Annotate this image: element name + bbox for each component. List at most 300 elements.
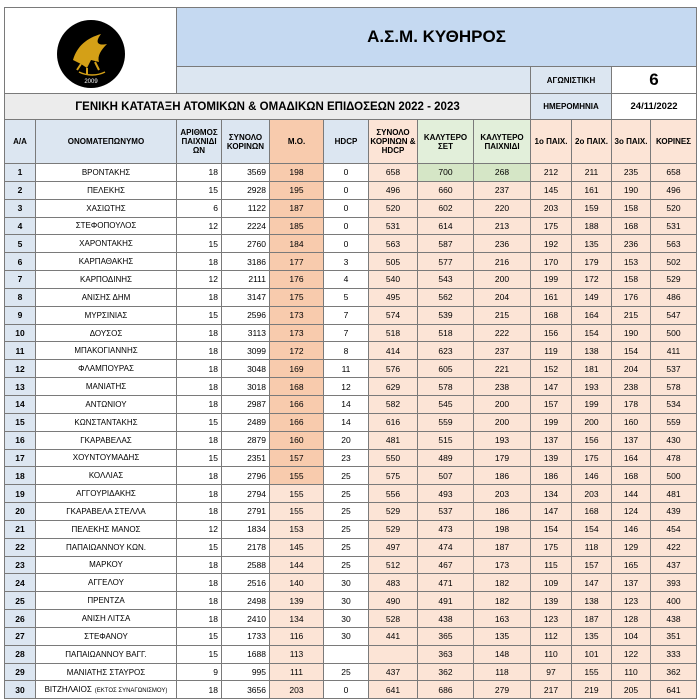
best-set-cell: 660	[418, 181, 474, 199]
handicap-cell: 30	[324, 574, 369, 592]
total-with-hdcp-cell: 629	[369, 378, 418, 396]
griffin-emblem-icon	[57, 20, 125, 88]
player-name-text: ΚΩΝΣΤΑΝΤΑΚΗΣ	[74, 417, 138, 427]
player-name-cell	[36, 610, 177, 628]
agonistiki-label: ΑΓΩΝΙΣΤΙΚΗ	[531, 67, 612, 94]
page-title: ΓΕΝΙΚΗ ΚΑΤΑΤΑΞΗ ΑΤΟΜΙΚΩΝ & ΟΜΑΔΙΚΩΝ ΕΠΙΔΟΣΕΩΝ 2022 - 2023	[5, 94, 531, 120]
game-1-cell: 147	[531, 503, 572, 521]
handicap-cell: 30	[324, 627, 369, 645]
pins-total-cell: 411	[651, 342, 697, 360]
player-name-text: ΓΚΑΡΑΒΕΛΑΣ	[80, 435, 132, 445]
table-row	[5, 467, 697, 485]
average-cell: 198	[270, 164, 324, 182]
total-pins-cell: 2596	[222, 306, 270, 324]
total-pins-cell: 2760	[222, 235, 270, 253]
games-count-cell: 15	[177, 645, 222, 663]
total-with-hdcp-cell: 641	[369, 681, 418, 699]
player-name-text: ΑΝΤΩΝΙΟΥ	[85, 399, 127, 409]
pins-total-cell: 534	[651, 395, 697, 413]
pins-total-cell: 481	[651, 485, 697, 503]
table-row	[5, 413, 697, 431]
average-cell: 145	[270, 538, 324, 556]
game-2-cell: 164	[572, 306, 612, 324]
game-3-cell: 146	[612, 520, 651, 538]
average-cell: 195	[270, 181, 324, 199]
table-row	[5, 253, 697, 271]
handicap-cell: 25	[324, 503, 369, 521]
best-game-cell: 187	[474, 538, 531, 556]
pins-total-cell: 537	[651, 360, 697, 378]
best-set-cell: 686	[418, 681, 474, 699]
player-name-cell	[36, 645, 177, 663]
pins-total-cell: 333	[651, 645, 697, 663]
total-with-hdcp-cell: 505	[369, 253, 418, 271]
row-number-cell: 20	[5, 503, 36, 521]
column-header: Μ.Ο.	[270, 120, 324, 164]
column-header: ΣΥΝΟΛΟ ΚΟΡΙΝΩΝ	[222, 120, 270, 164]
column-header-row	[5, 120, 697, 164]
games-count-cell: 18	[177, 378, 222, 396]
average-cell: 203	[270, 681, 324, 699]
table-row	[5, 342, 697, 360]
row-number-cell: 5	[5, 235, 36, 253]
average-cell: 176	[270, 271, 324, 289]
game-3-cell: 158	[612, 271, 651, 289]
handicap-cell: 4	[324, 271, 369, 289]
handicap-cell	[324, 645, 369, 663]
games-count-cell: 18	[177, 395, 222, 413]
row-number-cell: 22	[5, 538, 36, 556]
best-set-cell: 539	[418, 306, 474, 324]
table-row	[5, 681, 697, 699]
best-game-cell: 173	[474, 556, 531, 574]
game-3-cell: 205	[612, 681, 651, 699]
club-name: Α.Σ.Μ. ΚΥΘΗΡΟΣ	[177, 8, 697, 67]
logo-cell	[5, 8, 177, 94]
pins-total-cell: 422	[651, 538, 697, 556]
game-1-cell: 109	[531, 574, 572, 592]
game-1-cell: 123	[531, 610, 572, 628]
best-set-cell: 507	[418, 467, 474, 485]
agonistiki-value: 6	[612, 67, 697, 94]
table-row	[5, 199, 697, 217]
game-3-cell: 137	[612, 431, 651, 449]
column-header: 1ο ΠΑΙΧ.	[531, 120, 572, 164]
table-row	[5, 235, 697, 253]
best-game-cell: 221	[474, 360, 531, 378]
best-game-cell: 198	[474, 520, 531, 538]
row-number-cell: 24	[5, 574, 36, 592]
best-set-cell: 614	[418, 217, 474, 235]
row-number-cell: 4	[5, 217, 36, 235]
best-set-cell: 578	[418, 378, 474, 396]
games-count-cell: 15	[177, 235, 222, 253]
total-pins-cell: 3099	[222, 342, 270, 360]
pins-total-cell: 529	[651, 271, 697, 289]
table-row	[5, 538, 697, 556]
total-pins-cell: 2178	[222, 538, 270, 556]
game-2-cell: 211	[572, 164, 612, 182]
player-name-cell	[36, 556, 177, 574]
game-2-cell: 138	[572, 342, 612, 360]
best-set-cell: 473	[418, 520, 474, 538]
header-spacer	[177, 67, 531, 94]
handicap-cell: 0	[324, 164, 369, 182]
pins-total-cell: 362	[651, 663, 697, 681]
game-3-cell: 128	[612, 610, 651, 628]
total-pins-cell: 3186	[222, 253, 270, 271]
handicap-cell: 0	[324, 217, 369, 235]
row-number-cell: 23	[5, 556, 36, 574]
game-2-cell: 175	[572, 449, 612, 467]
game-2-cell: 199	[572, 395, 612, 413]
games-count-cell: 18	[177, 360, 222, 378]
row-number-cell: 14	[5, 395, 36, 413]
pins-total-cell: 578	[651, 378, 697, 396]
game-2-cell: 159	[572, 199, 612, 217]
player-name-text: ΔΟΥΣΟΣ	[89, 328, 123, 338]
game-2-cell: 154	[572, 520, 612, 538]
pins-total-cell: 454	[651, 520, 697, 538]
game-2-cell: 179	[572, 253, 612, 271]
games-count-cell: 18	[177, 431, 222, 449]
average-cell: 187	[270, 199, 324, 217]
total-pins-cell: 3048	[222, 360, 270, 378]
table-row	[5, 663, 697, 681]
best-set-cell: 438	[418, 610, 474, 628]
player-name-text: ΦΛΑΜΠΟΥΡΑΣ	[78, 364, 134, 374]
total-with-hdcp-cell: 574	[369, 306, 418, 324]
row-number-cell: 17	[5, 449, 36, 467]
table-row	[5, 217, 697, 235]
player-name-text: ΜΑΝΙΑΤΗΣ ΣΤΑΥΡΟΣ	[66, 667, 146, 677]
total-with-hdcp-cell: 495	[369, 288, 418, 306]
game-1-cell: 154	[531, 520, 572, 538]
best-game-cell: 237	[474, 181, 531, 199]
game-2-cell: 219	[572, 681, 612, 699]
games-count-cell: 18	[177, 503, 222, 521]
row-number-cell: 15	[5, 413, 36, 431]
total-pins-cell: 3569	[222, 164, 270, 182]
game-1-cell: 145	[531, 181, 572, 199]
game-1-cell: 147	[531, 378, 572, 396]
player-name-cell	[36, 503, 177, 521]
game-1-cell: 203	[531, 199, 572, 217]
pins-total-cell: 439	[651, 503, 697, 521]
player-name-text: ΜΑΡΚΟΥ	[89, 560, 123, 570]
total-pins-cell: 2791	[222, 503, 270, 521]
player-name-cell	[36, 413, 177, 431]
standings-table	[4, 7, 697, 699]
game-1-cell: 157	[531, 395, 572, 413]
pins-total-cell: 563	[651, 235, 697, 253]
total-with-hdcp-cell: 563	[369, 235, 418, 253]
pins-total-cell: 438	[651, 610, 697, 628]
row-number-cell: 29	[5, 663, 36, 681]
game-3-cell: 154	[612, 342, 651, 360]
games-count-cell: 9	[177, 663, 222, 681]
average-cell: 185	[270, 217, 324, 235]
best-game-cell: 200	[474, 413, 531, 431]
total-with-hdcp-cell: 518	[369, 324, 418, 342]
row-number-cell: 16	[5, 431, 36, 449]
player-name-cell	[36, 217, 177, 235]
player-name-text: ΠΕΛΕΚΗΣ	[87, 185, 125, 195]
games-count-cell: 12	[177, 271, 222, 289]
total-pins-cell: 2351	[222, 449, 270, 467]
column-header: 3ο ΠΑΙΧ.	[612, 120, 651, 164]
game-1-cell: 110	[531, 645, 572, 663]
table-row	[5, 271, 697, 289]
best-game-cell: 213	[474, 217, 531, 235]
row-number-cell: 19	[5, 485, 36, 503]
pins-total-cell: 496	[651, 181, 697, 199]
row-number-cell: 21	[5, 520, 36, 538]
best-set-cell: 491	[418, 592, 474, 610]
best-game-cell: 215	[474, 306, 531, 324]
pins-total-cell: 502	[651, 253, 697, 271]
total-pins-cell: 2588	[222, 556, 270, 574]
standings-sheet	[4, 7, 696, 699]
player-name-cell	[36, 627, 177, 645]
game-2-cell: 172	[572, 271, 612, 289]
game-3-cell: 238	[612, 378, 651, 396]
average-cell: 134	[270, 610, 324, 628]
row-number-cell: 7	[5, 271, 36, 289]
total-with-hdcp-cell: 556	[369, 485, 418, 503]
average-cell: 177	[270, 253, 324, 271]
table-row	[5, 378, 697, 396]
player-name-text: ΚΑΡΠΑΘΑΚΗΣ	[78, 257, 134, 267]
game-1-cell: 139	[531, 449, 572, 467]
game-2-cell: 161	[572, 181, 612, 199]
average-cell: 173	[270, 324, 324, 342]
column-header: 2ο ΠΑΙΧ.	[572, 120, 612, 164]
column-header: ΣΥΝΟΛΟ ΚΟΡΙΝΩΝ & HDCP	[369, 120, 418, 164]
pins-total-cell: 641	[651, 681, 697, 699]
total-with-hdcp-cell: 540	[369, 271, 418, 289]
total-with-hdcp-cell: 441	[369, 627, 418, 645]
column-header: ΚΑΛΥΤΕΡΟ ΠΑΙΧΝΙΔΙ	[474, 120, 531, 164]
average-cell: 139	[270, 592, 324, 610]
games-count-cell: 18	[177, 164, 222, 182]
player-name-cell	[36, 663, 177, 681]
best-set-cell: 471	[418, 574, 474, 592]
player-name-cell	[36, 395, 177, 413]
player-name-text: ΧΑΡΟΝΤΑΚΗΣ	[79, 239, 133, 249]
handicap-cell: 8	[324, 342, 369, 360]
game-1-cell: 199	[531, 271, 572, 289]
game-3-cell: 164	[612, 449, 651, 467]
table-row	[5, 449, 697, 467]
average-cell: 113	[270, 645, 324, 663]
column-header: ΑΡΙΘΜΟΣ ΠΑΙΧΝΙΔΙ ΩΝ	[177, 120, 222, 164]
game-1-cell: 212	[531, 164, 572, 182]
average-cell: 166	[270, 395, 324, 413]
best-game-cell: 203	[474, 485, 531, 503]
games-count-cell: 18	[177, 592, 222, 610]
row-number-cell: 9	[5, 306, 36, 324]
table-row	[5, 288, 697, 306]
average-cell: 155	[270, 485, 324, 503]
row-number-cell: 3	[5, 199, 36, 217]
game-3-cell: 123	[612, 592, 651, 610]
table-row	[5, 627, 697, 645]
row-number-cell: 25	[5, 592, 36, 610]
player-name-text: ΣΤΕΦΑΝΟΥ	[84, 631, 128, 641]
pins-total-cell: 547	[651, 306, 697, 324]
player-name-cell	[36, 324, 177, 342]
total-with-hdcp-cell: 490	[369, 592, 418, 610]
player-name-cell	[36, 253, 177, 271]
games-count-cell: 18	[177, 324, 222, 342]
player-name-text: ΒΡΟΝΤΑΚΗΣ	[81, 167, 131, 177]
date-value: 24/11/2022	[612, 94, 697, 120]
total-pins-cell: 2987	[222, 395, 270, 413]
column-header: ΟΝΟΜΑΤΕΠΩΝΥΜΟ	[36, 120, 177, 164]
row-number-cell: 30	[5, 681, 36, 699]
row-number-cell: 6	[5, 253, 36, 271]
best-game-cell: 238	[474, 378, 531, 396]
column-header: ΚΑΛΥΤΕΡΟ ΣΕΤ	[418, 120, 474, 164]
pins-total-cell: 486	[651, 288, 697, 306]
row-number-cell: 18	[5, 467, 36, 485]
player-name-text: ΠΑΠΑΙΩΑΝΝΟΥ ΚΩΝ.	[65, 542, 146, 552]
player-name-text: ΑΓΓΕΛΟΥ	[88, 578, 124, 588]
average-cell: 155	[270, 503, 324, 521]
table-row	[5, 556, 697, 574]
best-game-cell: 148	[474, 645, 531, 663]
average-cell: 169	[270, 360, 324, 378]
games-count-cell: 15	[177, 538, 222, 556]
best-set-cell: 474	[418, 538, 474, 556]
player-name-cell	[36, 360, 177, 378]
average-cell: 166	[270, 413, 324, 431]
total-with-hdcp-cell: 528	[369, 610, 418, 628]
best-set-cell: 515	[418, 431, 474, 449]
total-with-hdcp-cell: 496	[369, 181, 418, 199]
player-name-cell	[36, 467, 177, 485]
best-set-cell: 365	[418, 627, 474, 645]
game-2-cell: 135	[572, 235, 612, 253]
player-name-cell	[36, 271, 177, 289]
table-row	[5, 485, 697, 503]
table-row	[5, 520, 697, 538]
game-1-cell: 168	[531, 306, 572, 324]
player-name-text: ΜΑΝΙΑΤΗΣ	[85, 382, 127, 392]
best-set-cell: 559	[418, 413, 474, 431]
pins-total-cell: 520	[651, 199, 697, 217]
handicap-cell: 0	[324, 181, 369, 199]
best-set-cell: 577	[418, 253, 474, 271]
player-name-cell	[36, 449, 177, 467]
best-set-cell: 362	[418, 663, 474, 681]
games-count-cell: 18	[177, 485, 222, 503]
game-3-cell: 165	[612, 556, 651, 574]
total-with-hdcp-cell: 582	[369, 395, 418, 413]
total-pins-cell: 2879	[222, 431, 270, 449]
table-row	[5, 306, 697, 324]
svg-text:2009: 2009	[83, 78, 98, 85]
best-game-cell: 186	[474, 503, 531, 521]
total-pins-cell: 2489	[222, 413, 270, 431]
player-name-cell	[36, 431, 177, 449]
total-pins-cell: 3656	[222, 681, 270, 699]
game-2-cell: 138	[572, 592, 612, 610]
average-cell: 144	[270, 556, 324, 574]
game-3-cell: 190	[612, 181, 651, 199]
game-1-cell: 137	[531, 431, 572, 449]
table-row	[5, 181, 697, 199]
handicap-cell: 12	[324, 378, 369, 396]
games-count-cell: 18	[177, 467, 222, 485]
column-header: ΚΟΡΙΝΕΣ	[651, 120, 697, 164]
handicap-cell: 25	[324, 485, 369, 503]
best-game-cell: 279	[474, 681, 531, 699]
game-1-cell: 175	[531, 217, 572, 235]
game-3-cell: 153	[612, 253, 651, 271]
best-game-cell: 237	[474, 342, 531, 360]
average-cell: 175	[270, 288, 324, 306]
griffin-logo-icon	[57, 20, 125, 88]
best-game-cell: 193	[474, 431, 531, 449]
table-row	[5, 592, 697, 610]
handicap-cell: 25	[324, 467, 369, 485]
total-with-hdcp-cell: 658	[369, 164, 418, 182]
handicap-cell: 0	[324, 199, 369, 217]
player-name-cell	[36, 199, 177, 217]
total-pins-cell: 995	[222, 663, 270, 681]
total-pins-cell: 3113	[222, 324, 270, 342]
total-pins-cell: 1122	[222, 199, 270, 217]
games-count-cell: 15	[177, 627, 222, 645]
player-name-note: (ΕΚΤΟΣ ΣΥΝΑΓΩΝΙΣΜΟΥ)	[94, 688, 168, 695]
best-set-cell: 602	[418, 199, 474, 217]
player-name-cell	[36, 538, 177, 556]
row-number-cell: 1	[5, 164, 36, 182]
average-cell: 153	[270, 520, 324, 538]
player-name-cell	[36, 681, 177, 699]
best-set-cell: 493	[418, 485, 474, 503]
pins-total-cell: 500	[651, 467, 697, 485]
game-1-cell: 192	[531, 235, 572, 253]
pins-total-cell: 559	[651, 413, 697, 431]
player-name-cell	[36, 342, 177, 360]
pins-total-cell: 430	[651, 431, 697, 449]
total-pins-cell: 2111	[222, 271, 270, 289]
average-cell: 160	[270, 431, 324, 449]
average-cell: 173	[270, 306, 324, 324]
player-name-text: ΠΑΠΑΙΩΑΝΝΟΥ ΒΑΓΓ.	[65, 649, 147, 659]
standings-rows	[5, 164, 697, 699]
player-name-cell	[36, 164, 177, 182]
pins-total-cell: 393	[651, 574, 697, 592]
games-count-cell: 18	[177, 681, 222, 699]
game-1-cell: 161	[531, 288, 572, 306]
total-with-hdcp-cell: 529	[369, 520, 418, 538]
best-set-cell: 587	[418, 235, 474, 253]
best-set-cell: 562	[418, 288, 474, 306]
game-2-cell: 135	[572, 627, 612, 645]
total-pins-cell: 2794	[222, 485, 270, 503]
handicap-cell: 0	[324, 235, 369, 253]
best-game-cell: 182	[474, 574, 531, 592]
player-name-text: ΒΙΤΖΗΛΑΙΟΣ	[44, 685, 92, 695]
handicap-cell: 30	[324, 592, 369, 610]
best-set-cell: 489	[418, 449, 474, 467]
player-name-text: ΠΡΕΝΤΖΑ	[87, 596, 125, 606]
best-game-cell: 216	[474, 253, 531, 271]
